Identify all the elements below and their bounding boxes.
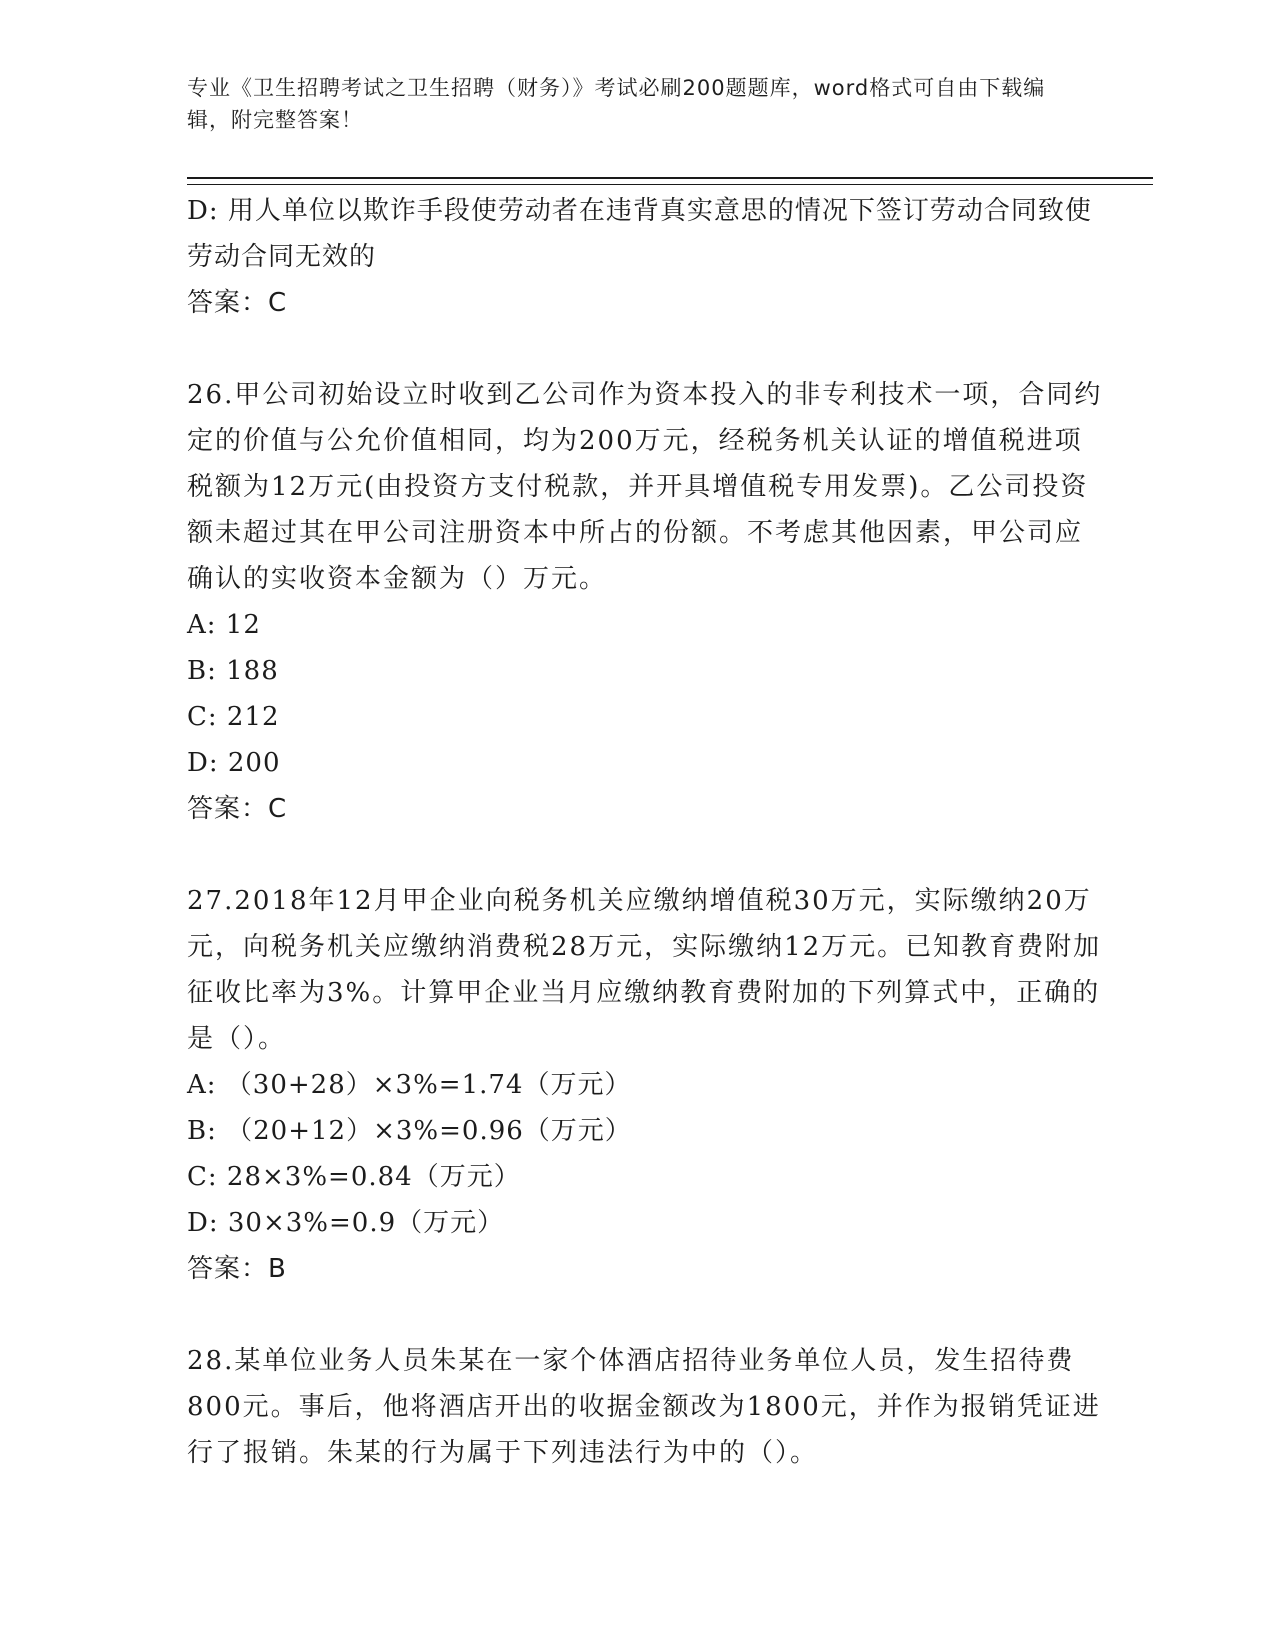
question-26 — [187, 372, 1107, 832]
question-stem: 26.甲公司初始设立时收到乙公司作为资本投入的非专利技术一项，合同约定的价值与公允价值相同，均为200万元，经税务机关认证的增值税进项税额为12万元(由投资方支付税款，并开具增值税专用发票)。乙公司投资额未超过其在甲公司注册资本中所占的份额。不考虑其他因素，甲公司应确认的实收资本金额为（）万元。 — [187, 380, 1103, 594]
spacer — [187, 1292, 1107, 1338]
answer-label: 答案：C — [187, 794, 288, 824]
spacer — [187, 326, 1107, 372]
question-28 — [187, 1338, 1107, 1476]
option-d: D: 30×3%=0.9（万元） — [187, 1208, 505, 1238]
header-rule-thick — [187, 177, 1153, 179]
option-a: A: 12 — [187, 610, 261, 640]
option-b: B: 188 — [187, 656, 279, 686]
option-a: A: （30+28）×3%=1.74（万元） — [187, 1070, 632, 1100]
spacer — [187, 832, 1107, 878]
document-body — [187, 188, 1107, 1476]
answer-label: 答案：C — [187, 288, 288, 318]
question-stem: 27.2018年12月甲企业向税务机关应缴纳增值税30万元，实际缴纳20万元，向税务机关应缴纳消费税28万元，实际缴纳12万元。已知教育费附加征收比率为3%。计算甲企业当月应缴纳教育费附加的下列算式中，正确的是（）。 — [187, 886, 1102, 1054]
option-c: C: 28×3%=0.84（万元） — [187, 1162, 521, 1192]
document-header: 专业《卫生招聘考试之卫生招聘（财务）》考试必刷200题题库，word格式可自由下载编辑，附完整答案！ — [187, 76, 1046, 132]
question-27 — [187, 878, 1107, 1292]
question-stem: 28.某单位业务人员朱某在一家个体酒店招待业务单位人员，发生招待费800元。事后，他将酒店开出的收据金额改为1800元，并作为报销凭证进行了报销。朱某的行为属于下列违法行为中的（）。 — [187, 1346, 1101, 1468]
option-b: B: （20+12）×3%=0.96（万元） — [187, 1116, 632, 1146]
option-d: D: 用人单位以欺诈手段使劳动者在违背真实意思的情况下签订劳动合同致使劳动合同无效的 — [187, 196, 1092, 272]
answer-label: 答案：B — [187, 1254, 287, 1284]
header-rule-thin — [187, 184, 1153, 185]
option-c: C: 212 — [187, 702, 280, 732]
option-d: D: 200 — [187, 748, 281, 778]
